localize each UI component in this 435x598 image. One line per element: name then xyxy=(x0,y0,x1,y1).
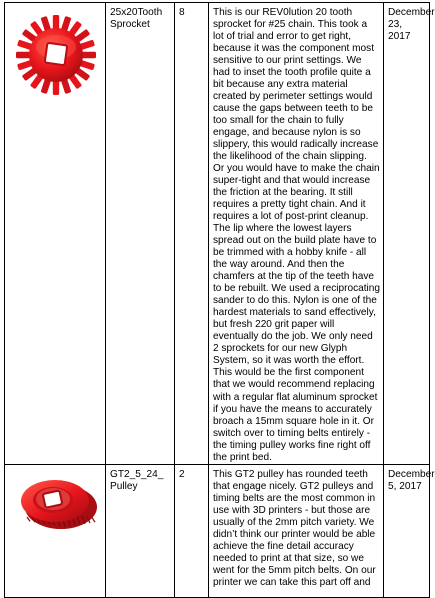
part-name: 25x20Tooth Sprocket xyxy=(106,3,175,465)
table-row xyxy=(5,464,430,597)
part-date: December 23, 2017 xyxy=(384,3,430,465)
sprocket-tooth xyxy=(53,15,59,29)
part-description: This is our REV0lution 20 tooth sprocket for #25 chain. This took a lot of trial and error to get right, because it was the component most sensitive to our print settings. We had to inset the tooth profile quite a bit because any extra material created by perimeter settings would cause the gaps between teeth to be too small for the chain to fully engage, and because nylon is so slippery, this would radically increase the likelihood of the chain slipping. Or you would have to make the chain super-tight and that would increase the friction at the bearing. It still requires a pretty tight chain. And it requires a lot of post-print cleanup. The lip where the lowest layers spread out on the build plate have to be trimmed with a hobby knife - all the way around. And then the chamfers at the tip of the teeth have to be rebuilt. We used a reciprocating sander to do this. Nylon is one of the hardest materials to sand effectively, but fresh 220 grit paper will eventually do the job. We only need 2 sprockets for our new Glyph System, so it was worth the effort. This would be the first component that we would recommend replacing with a regular flat aluminum sprocket if you have the means to accurately broach a 15mm square hole in it. Or switch over to timing belts entirely - the timing pulley works fine right off the print bed. xyxy=(209,3,384,465)
part-name: GT2_5_24_ Pulley xyxy=(106,464,175,597)
red-sprocket-image xyxy=(13,11,99,97)
sprocket-tooth xyxy=(82,52,96,58)
pulley-ridge xyxy=(92,517,95,522)
sprocket-tooth xyxy=(16,52,30,58)
part-date: December 5, 2017 xyxy=(384,464,430,597)
parts-table xyxy=(4,2,435,598)
part-image-cell xyxy=(5,464,106,597)
part-quantity: 2 xyxy=(175,464,209,597)
part-description: This GT2 pulley has rounded teeth that engage nicely. GT2 pulleys and timing belts are the most common in use with 3D printers - but those are usually of the 2mm pitch variety. We didn’t think our printer would be able achieve the fine detail accuracy needed to print at that size, so we went for the 5mm pitch belts. On our printer we can take this part off and xyxy=(209,464,384,597)
sprocket-tooth xyxy=(53,81,59,95)
red-pulley-image xyxy=(13,473,101,533)
part-image-cell xyxy=(5,3,106,465)
part-quantity: 8 xyxy=(175,3,209,465)
table-row xyxy=(5,3,430,465)
